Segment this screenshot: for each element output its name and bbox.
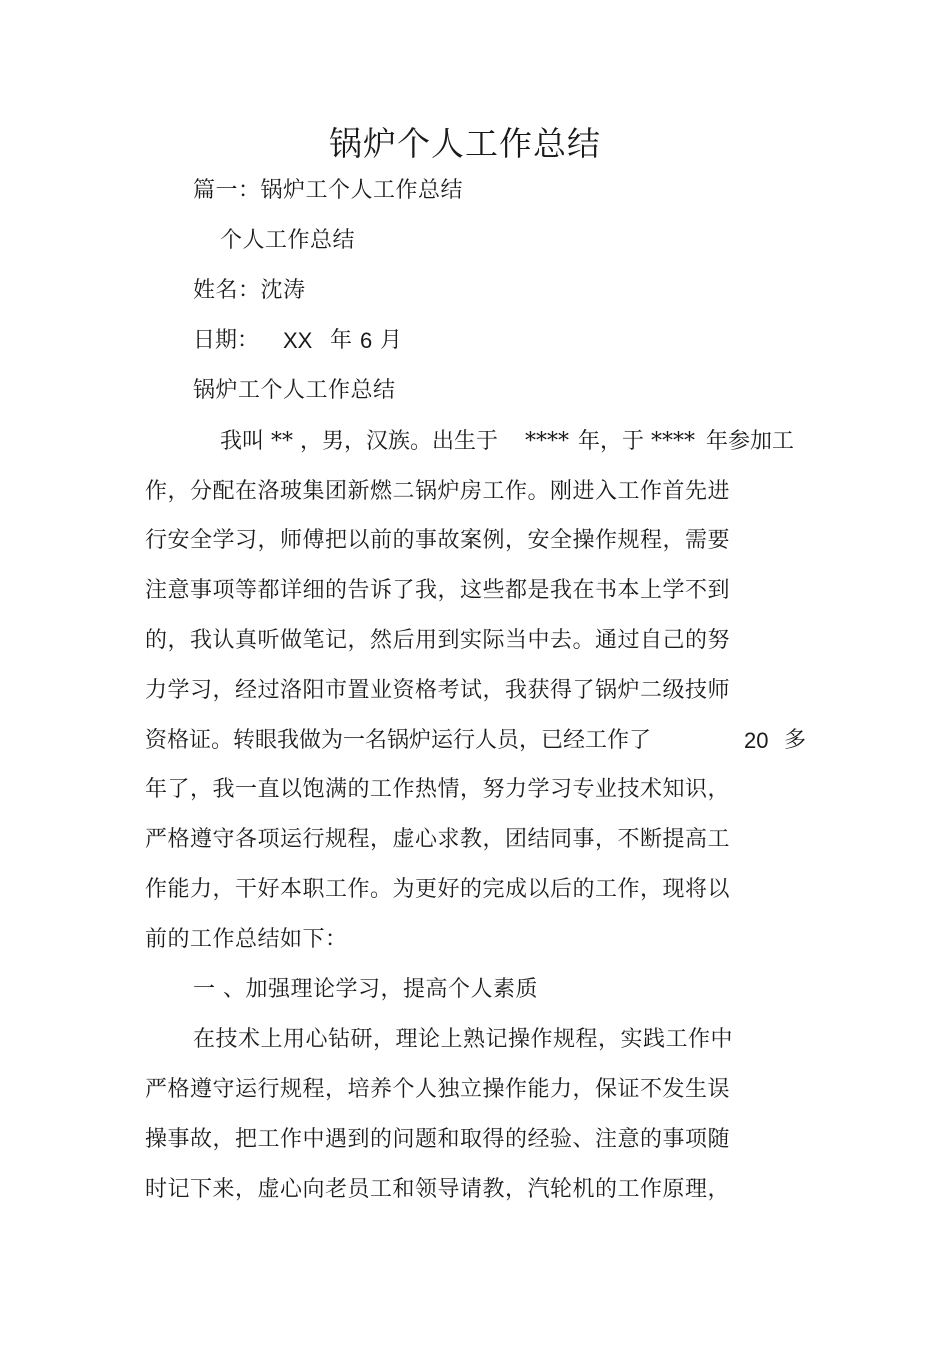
- date-year-unit: 年: [330, 328, 353, 353]
- para1-line1-part3: 年，于 ****: [578, 429, 695, 454]
- para1-line: 严格遵守各项运行规程，虚心求教，团结同事，不断提高工: [145, 827, 731, 852]
- date-year: XX: [283, 328, 313, 353]
- author-name-line: 姓名：沈涛: [193, 278, 306, 303]
- para1-line: 的，我认真听做笔记，然后用到实际当中去。通过自己的努: [145, 628, 731, 653]
- date-month: 6: [360, 328, 373, 353]
- section1-heading: 一 、加强理论学习，提高个人素质: [193, 977, 538, 1002]
- para1-line7-part3: 多: [784, 728, 807, 753]
- date-label: 日期：: [193, 328, 260, 353]
- para2-line: 操事故，把工作中遇到的问题和取得的经验、注意的事项随: [145, 1127, 731, 1152]
- para1-line1-part1: 我叫 ** ，男，汉族。出生于: [220, 429, 498, 454]
- para1-line: 力学习，经过洛阳市置业资格考试，我获得了锅炉二级技师: [145, 678, 731, 703]
- chapter-heading: 篇一：锅炉工个人工作总结: [193, 178, 464, 203]
- para1-line: 作，分配在洛玻集团新燃二锅炉房工作。刚进入工作首先进: [145, 479, 731, 504]
- para2-line: 严格遵守运行规程，培养个人独立操作能力，保证不发生误: [145, 1077, 731, 1102]
- para1-line: 前的工作总结如下：: [145, 927, 348, 952]
- section-subtitle: 锅炉工个人工作总结: [193, 378, 396, 403]
- para1-line: 行安全学习，师傅把以前的事故案例，安全操作规程，需要: [145, 528, 731, 553]
- para1-line: 注意事项等都详细的告诉了我，这些都是我在书本上学不到: [145, 578, 731, 603]
- para2-line: 时记下来，虚心向老员工和领导请教，汽轮机的工作原理，: [145, 1177, 731, 1202]
- para2-line: 在技术上用心钻研，理论上熟记操作规程，实践工作中: [193, 1027, 734, 1052]
- date-month-unit: 月: [380, 328, 403, 353]
- document-title: 锅炉个人工作总结: [329, 124, 601, 163]
- summary-subtitle: 个人工作总结: [220, 228, 356, 253]
- para1-line1-part2: ****: [525, 429, 569, 454]
- para1-line: 作能力，干好本职工作。为更好的完成以后的工作，现将以: [145, 877, 731, 902]
- para1-line7-number: 20: [744, 728, 769, 753]
- para1-line7-part1: 资格证。转眼我做为一名锅炉运行人员，已经工作了: [145, 728, 652, 753]
- para1-line: 年了，我一直以饱满的工作热情，努力学习专业技术知识，: [145, 777, 731, 802]
- para1-line1-part4: 年参加工: [706, 429, 795, 454]
